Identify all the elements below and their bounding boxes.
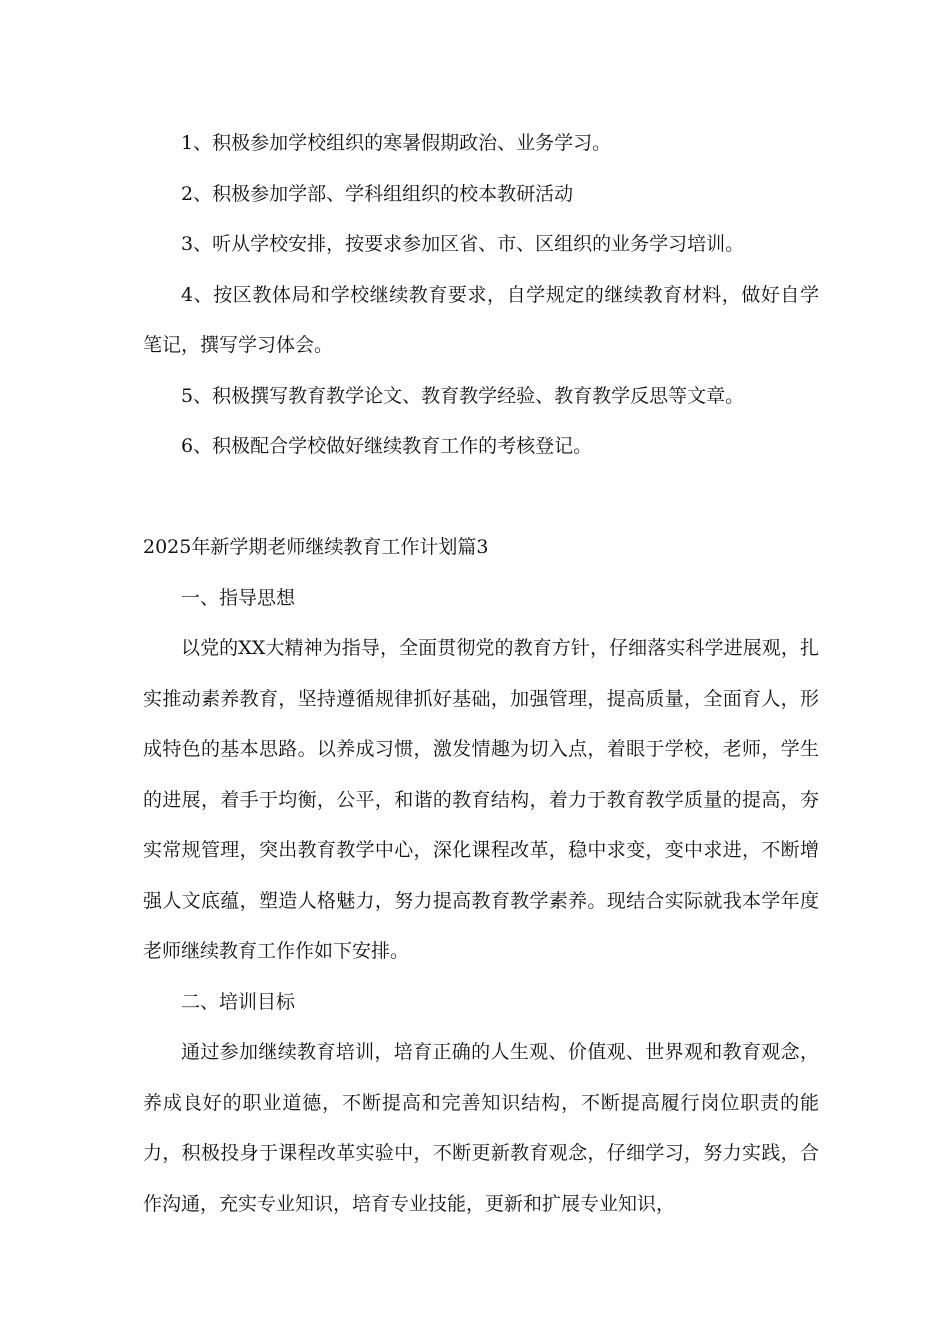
section-heading-training-goals: 二、培训目标 (181, 990, 296, 1013)
list-item: 3、听从学校安排，按要求参加区省、市、区组织的业务学习培训。 (181, 233, 745, 255)
article-title: 2025年新学期老师继续教育工作计划篇3 (143, 536, 489, 558)
document-body (143, 118, 819, 1229)
paragraph-training-goals: 通过参加继续教育培训，培育正确的人生观、价值观、世界观和教育观念，养成良好的职业道德，不断提高和完善知识结构，不断提高履行岗位职责的能力，积极投身于课程改革实验中，不断更新教育观念，仔细学习，努力实践，合作沟通，充实专业知识，培育专业技能，更新和扩展专业知识， (143, 1041, 819, 1215)
list-item: 4、按区教体局和学校继续教育要求，自学规定的继续教育材料，做好自学笔记，撰写学习体会。 (143, 283, 819, 356)
list-item: 1、积极参加学校组织的寒暑假期政治、业务学习。 (181, 132, 612, 154)
list-item: 2、积极参加学部、学科组组织的校本教研活动 (181, 182, 574, 205)
section-heading-guiding-ideology: 一、指导思想 (181, 586, 296, 609)
list-item: 5、积极撰写教育教学论文、教育教学经验、教育教学反思等文章。 (181, 384, 745, 407)
list-item: 6、积极配合学校做好继续教育工作的考核登记。 (181, 435, 593, 457)
paragraph-guiding-ideology: 以党的XX大精神为指导，全面贯彻党的教育方针，仔细落实科学进展观，扎实推动素养教育，坚持遵循规律抓好基础，加强管理，提高质量，全面育人，形成特色的基本思路。以养成习惯，激发情趣为切入点，着眼于学校，老师，学生的进展，着手于均衡，公平，和谐的教育结构，着力于教育教学质量的提高，夯实常规管理，突出教育教学中心，深化课程改革，稳中求变，变中求进，不断增强人文底蕴，塑造人格魅力，努力提高教育教学素养。现结合实际就我本学年度老师继续教育工作作如下安排。 (143, 637, 819, 962)
section-spacer (143, 472, 819, 523)
